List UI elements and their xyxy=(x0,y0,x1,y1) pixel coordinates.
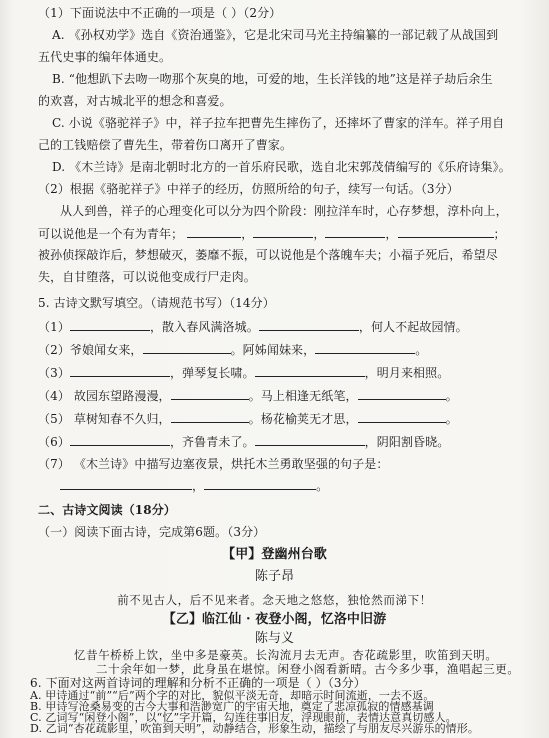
q4-1-option-a-line2: 五代史事的编年体通史。 xyxy=(38,50,172,64)
q4-2-line4: 失，自甘堕落，可以说他变成行尸走肉。 xyxy=(38,270,256,284)
q6-option-d: D. 乙词“杏花疏影里，吹笛到天明”，动静结合，形象生动，描绘了与朋友尽兴游乐的情形。 xyxy=(30,722,479,735)
q5-item-4-end: 。 xyxy=(445,389,458,403)
q4-2-line2: 可以说他是一个有为青年； ， ， ， ； xyxy=(38,227,506,241)
q6-option-a: A. 甲诗通过“前”“后”两个字的对比，貌似平淡无奇，却暗示时间流逝，一去不返。 xyxy=(30,689,435,702)
answer-blank[interactable] xyxy=(70,319,150,331)
q5-item-7-end: 。 xyxy=(316,479,329,493)
answer-blank[interactable] xyxy=(358,411,446,423)
q4-1-option-a-line1: A. 《孙权劝学》选自《资治通鉴》，它是北宋司马光主持编纂的一部记载了从战国到 xyxy=(52,28,499,42)
poem1-text: 前不见古人，后不见来者。念天地之悠悠，独怆然而涕下！ xyxy=(117,593,432,607)
poem2-title: 【乙】临江仙 · 夜登小阁，忆洛中旧游 xyxy=(162,612,387,627)
q4-2-line1: 从人到兽，祥子的心理变化可以分为四个阶段：刚拉洋车时，心存梦想，淳朴向上， xyxy=(60,204,508,218)
poem2-line2: 二十余年如一梦，此身虽在堪惊。闲登小阁看新晴。古今多少事，渔唱起三更。 xyxy=(96,662,520,676)
answer-blank[interactable] xyxy=(60,478,192,490)
answer-blank[interactable] xyxy=(325,226,385,238)
q4-1-option-b-line1: B. “他想趴下去吻一吻那个灰臭的地，可爱的地，生长洋钱的地”这是祥子劫后余生 xyxy=(52,72,493,86)
q4-1-option-d: D. 《木兰诗》是南北朝时北方的一首乐府民歌，选自北宋郭茂倩编写的《乐府诗集》。 xyxy=(52,160,511,174)
q5-item-1-text: ，散入春风满洛城。 xyxy=(149,320,259,334)
q5-item-4-text2: 。马上相逢无纸笔， xyxy=(248,389,358,403)
section2-heading: 二、古诗文阅读（18分） xyxy=(38,503,176,517)
answer-blank[interactable] xyxy=(143,342,231,354)
answer-blank[interactable] xyxy=(255,434,365,446)
q4-1-stem: （1）下面说法中不正确的一项是（ ）（2分） xyxy=(38,6,282,20)
q5-item-5-text: （5） 草树知春不久归， xyxy=(38,412,171,426)
q4-2-line3: 被孙侦探敲诈后，梦想破灭，萎靡不振，可以说他是个落魄车夫；小福子死后，希望尽 xyxy=(38,248,498,262)
q4-1-option-c-line2: 己的工钱赔偿了曹先生，带着伤口离开了曹家。 xyxy=(38,138,293,152)
q5-item-7: （7） 《木兰诗》中描写边塞夜景，烘托木兰勇敢坚强的句子是： xyxy=(38,457,389,471)
answer-blank[interactable] xyxy=(70,365,170,377)
q4-1-option-b-line2: 的欢喜，对古城北平的想念和喜爱。 xyxy=(38,94,232,108)
q5-item-5-end: 。 xyxy=(445,412,458,426)
answer-blank[interactable] xyxy=(253,226,313,238)
answer-blank[interactable] xyxy=(204,478,316,490)
q5-item-4-text: （4） 故园东望路漫漫， xyxy=(38,389,171,403)
q5-item-2 xyxy=(38,342,427,357)
q5-item-4 xyxy=(38,388,458,403)
q5-item-3-text2: ，明月来相照。 xyxy=(364,366,450,380)
q6-stem: 6. 下面对这两首诗词的理解和分析不正确的一项是（ ）（3分） xyxy=(30,676,366,690)
poem2-author: 陈与义 xyxy=(254,631,295,646)
poem1-author: 陈子昂 xyxy=(254,569,295,584)
answer-blank[interactable] xyxy=(171,388,249,400)
q5-item-6-label: （6） xyxy=(38,435,70,449)
q5-item-5 xyxy=(38,411,458,426)
q5-item-1 xyxy=(38,319,468,334)
q6-option-b: B. 甲诗写沧桑易变的古今大事和浩渺宽广的宇宙天地，奠定了悲凉孤寂的情感基调 xyxy=(30,700,434,713)
answer-blank[interactable] xyxy=(358,388,446,400)
q4-2-line2-text: 可以说他是一个有为青年； xyxy=(38,227,184,241)
answer-blank[interactable] xyxy=(70,434,170,446)
answer-blank[interactable] xyxy=(171,411,249,423)
poem1-title: 【甲】登幽州台歌 xyxy=(222,547,327,562)
answer-blank[interactable] xyxy=(187,226,241,238)
section2-subheading: （一）阅读下面古诗，完成第6题。（3分） xyxy=(38,525,266,539)
q5-item-3-text: ，弹琴复长啸。 xyxy=(169,366,255,380)
answer-blank[interactable] xyxy=(398,226,494,238)
q5-item-6-text: ，齐鲁青未了。 xyxy=(169,435,255,449)
answer-blank[interactable] xyxy=(315,342,415,354)
q5-item-3 xyxy=(38,365,449,380)
q5-item-2-text2: 。阿姊闻妹来， xyxy=(230,343,316,357)
q5-stem: 5. 古诗文默写填空。（请规范书写）（14分） xyxy=(38,296,275,310)
answer-blank[interactable] xyxy=(255,365,365,377)
q5-item-6-text2: ，阴阳割昏晓。 xyxy=(364,435,450,449)
q5-item-7-answers xyxy=(60,478,328,493)
q5-item-2-end: 。 xyxy=(415,343,428,357)
poem2-line1: 忆昔午桥桥上饮，坐中多是豪英。长沟流月去无声。杏花疏影里，吹笛到天明。 xyxy=(74,648,498,662)
q4-1-option-c-line1: C. 小说《骆驼祥子》中，祥子拉车把曹先生摔伤了，还摔坏了曹家的洋车。祥子用自 xyxy=(52,116,505,130)
q5-item-1-label: （1） xyxy=(38,320,70,334)
q5-item-7-comma: ， xyxy=(192,479,205,493)
answer-blank[interactable] xyxy=(259,319,359,331)
q5-item-5-text2: 。杨花榆荚无才思， xyxy=(248,412,358,426)
q5-item-1-text2: ，何人不起故园情。 xyxy=(358,320,468,334)
q5-item-3-label: （3） xyxy=(38,366,70,380)
q5-item-6 xyxy=(38,434,449,449)
q6-option-c: C. 乙词写“闲登小阁”，以“忆”字开篇，勾连往事旧友，浮现眼前，表情达意真切感人。 xyxy=(30,711,457,724)
q4-2-stem: （2）根据《骆驼祥子》中祥子的经历，仿照所给的句子，续写一句话。（3分） xyxy=(38,182,459,196)
q5-item-2-text: （2）爷娘闻女来， xyxy=(38,343,143,357)
